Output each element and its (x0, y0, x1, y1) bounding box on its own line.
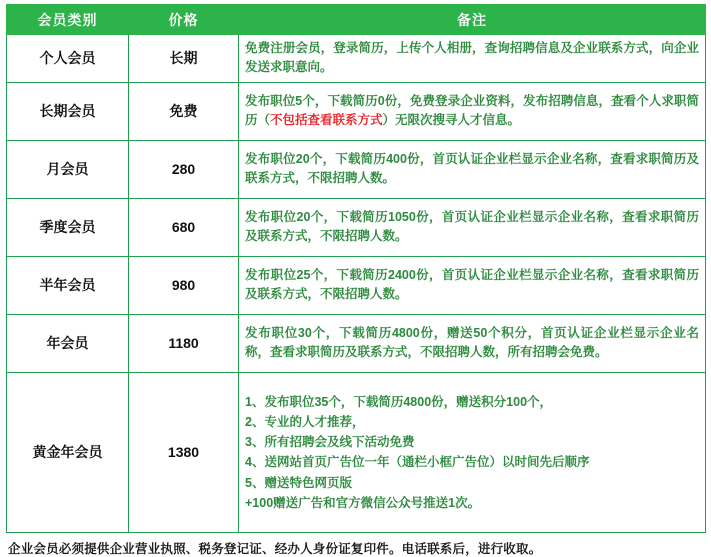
cell-price: 1380 (129, 372, 239, 532)
cell-price: 980 (129, 256, 239, 314)
cell-price: 280 (129, 140, 239, 198)
cell-note: 发布职位20个，下载简历400份，首页认证企业栏显示企业名称，查看求职简历及联系方式，不限招聘人数。 (239, 140, 706, 198)
list-item: 2、专业的人才推荐， (245, 414, 365, 429)
cell-member-type: 半年会员 (7, 256, 129, 314)
footer-note: 企业会员必须提供企业营业执照、税务登记证、经办人身份证复印件。电话联系后，进行收取。 (8, 541, 542, 556)
cell-member-type: 季度会员 (7, 198, 129, 256)
table-row (7, 140, 706, 198)
column-header-note: 备注 (239, 5, 706, 35)
cell-price: 免费 (129, 82, 239, 140)
list-item: 4、送网站首页广告位一年（通栏小框广告位）以时间先后顺序 (245, 455, 590, 470)
list-item: 3、所有招聘会及线下活动免费 (245, 435, 415, 449)
cell-member-type: 个人会员 (7, 35, 129, 83)
table-row (7, 82, 706, 140)
table-row (7, 256, 706, 314)
list-item: 5、赠送特色网页版 (245, 475, 352, 490)
note-suffix-text: ）无限次搜寻人才信息。 (382, 113, 521, 128)
table-row (7, 372, 706, 532)
table-row (7, 35, 706, 83)
table-body (7, 35, 706, 533)
table-header (7, 5, 706, 35)
table-header-row (7, 5, 706, 35)
table-row (7, 314, 706, 372)
cell-note (239, 82, 706, 140)
membership-table (6, 4, 706, 533)
note-highlight-text: 不包括查看联系方式 (270, 113, 383, 128)
note-prefix-text: 发布职位5个，下载简历0份，免费登录企业资料，发布招聘信息，查看个人求职简历（ (245, 93, 699, 128)
cell-member-type: 黄金年会员 (7, 372, 129, 532)
cell-member-type: 年会员 (7, 314, 129, 372)
cell-price: 680 (129, 198, 239, 256)
cell-member-type: 长期会员 (7, 82, 129, 140)
column-header-type: 会员类别 (7, 5, 129, 35)
note-benefit-list (245, 392, 699, 514)
cell-note: 发布职位20个，下载简历1050份，首页认证企业栏显示企业名称，查看求职简历及联系方式，不限招聘人数。 (239, 198, 706, 256)
cell-price: 长期 (129, 35, 239, 83)
cell-note (239, 372, 706, 532)
list-item: +100赠送广告和官方微信公众号推送1次。 (245, 495, 481, 510)
cell-price: 1180 (129, 314, 239, 372)
cell-note: 免费注册会员，登录简历，上传个人相册，查询招聘信息及企业联系方式，向企业发送求职意向。 (239, 35, 706, 83)
cell-note: 发布职位30个，下载简历4800份，赠送50个积分，首页认证企业栏显示企业名称，查看求职简历及联系方式，不限招聘人数，所有招聘会免费。 (239, 314, 706, 372)
column-header-price: 价格 (129, 5, 239, 35)
cell-note: 发布职位25个，下载简历2400份，首页认证企业栏显示企业名称，查看求职简历及联系方式，不限招聘人数。 (239, 256, 706, 314)
list-item: 1、发布职位35个，下载简历4800份，赠送积分100个， (245, 394, 553, 409)
table-row (7, 198, 706, 256)
cell-member-type: 月会员 (7, 140, 129, 198)
